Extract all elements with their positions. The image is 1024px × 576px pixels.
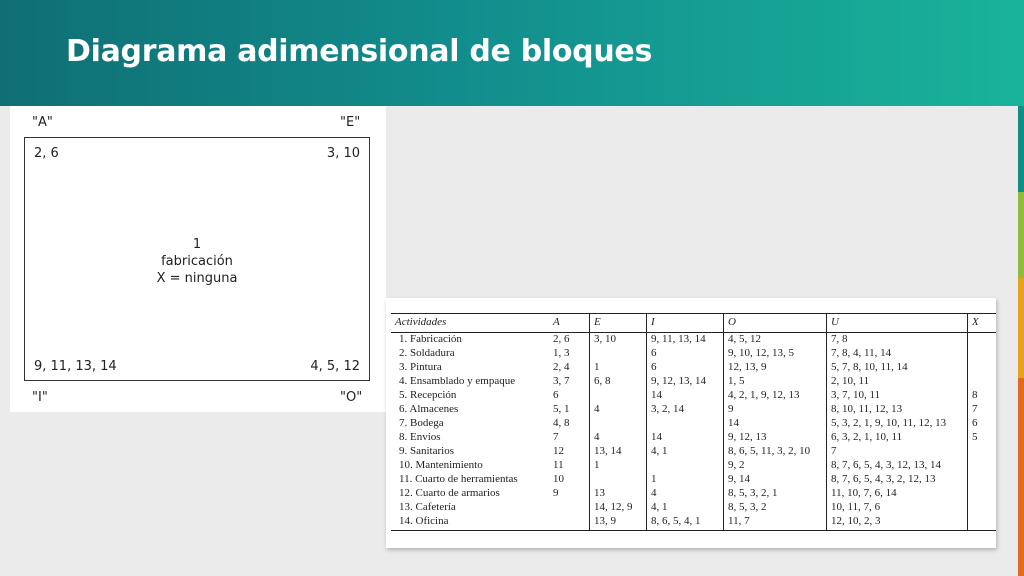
table-cell: 9, 11, 13, 14 (647, 333, 724, 348)
table-cell: 4. Ensamblado y empaque (399, 375, 516, 387)
table-cell: 14 (724, 417, 827, 431)
table-cell (590, 389, 647, 403)
table-cell: 3, 7 (553, 375, 570, 387)
table-cell (968, 473, 997, 487)
table-cell: 4, 2, 1, 9, 12, 13 (724, 389, 827, 403)
table-cell: 9, 12, 13 (724, 431, 827, 445)
table-cell (590, 473, 647, 487)
table-cell: 5. Recepción (399, 389, 457, 401)
block (24, 137, 370, 381)
table-cell: 7. Bodega (399, 417, 444, 429)
table-cell: 8, 6, 5, 11, 3, 2, 10 (724, 445, 827, 459)
table-cell: 2, 4 (553, 361, 570, 373)
table-cell: 8. Envíos (399, 431, 441, 443)
table-cell (968, 333, 997, 348)
table-body (391, 333, 996, 531)
accent-stripe-orange (1018, 378, 1024, 576)
table-cell: 7 (968, 403, 997, 417)
table-cell: 6. Almacenes (399, 403, 459, 415)
block-number: 1 (192, 237, 202, 252)
table-cell: 1 (647, 473, 724, 487)
block-name: fabricación (161, 254, 233, 269)
table-cell: 2. Soldadura (399, 347, 455, 359)
table-cell: 1, 3 (553, 347, 570, 359)
table-cell: 14, 12, 9 (590, 501, 647, 515)
table-cell: 4 (590, 403, 647, 417)
table-cell: 12, 13, 9 (724, 361, 827, 375)
header-e: E (590, 314, 647, 333)
table-header-row (391, 314, 996, 333)
block-diagram (10, 106, 386, 412)
accent-stripe-yellow (1018, 278, 1024, 378)
accent-stripe-teal (1018, 106, 1024, 192)
table-row (391, 445, 996, 459)
table-cell: 7 (553, 431, 559, 443)
table-cell: 5, 3, 2, 1, 9, 10, 11, 12, 13 (827, 417, 968, 431)
table-cell (968, 487, 997, 501)
header-o: O (724, 314, 827, 333)
table-cell: 8, 5, 3, 2, 1 (724, 487, 827, 501)
table-row (391, 459, 996, 473)
table-cell: 8, 5, 3, 2 (724, 501, 827, 515)
table-cell (590, 347, 647, 361)
table-cell: 6 (968, 417, 997, 431)
table-cell: 13. Cafetería (399, 501, 456, 513)
table-cell: 13, 14 (590, 445, 647, 459)
table-cell: 10, 11, 7, 6 (827, 501, 968, 515)
table-cell (968, 501, 997, 515)
table-row (391, 515, 996, 531)
table-cell: 13 (590, 487, 647, 501)
table-cell: 3. Pintura (399, 361, 442, 373)
table-cell (968, 347, 997, 361)
table-cell: 11, 7 (724, 515, 827, 531)
table-cell (647, 459, 724, 473)
header-u: U (827, 314, 968, 333)
table-cell: 10. Mantenimiento (399, 459, 483, 471)
table-cell (968, 361, 997, 375)
table-cell: 4 (590, 431, 647, 445)
table-cell: 6 (553, 389, 559, 401)
block-top-left: 2, 6 (34, 146, 59, 161)
table-row (391, 333, 996, 348)
table-cell (647, 417, 724, 431)
table-cell: 9, 10, 12, 13, 5 (724, 347, 827, 361)
table-cell: 5 (968, 431, 997, 445)
table-cell: 11. Cuarto de herramientas (399, 473, 518, 485)
page-title: Diagrama adimensional de bloques (66, 34, 653, 69)
header-a: A (549, 314, 590, 333)
table-cell: 4, 5, 12 (724, 333, 827, 348)
label-e: "E" (340, 115, 361, 130)
table-cell: 11 (553, 459, 564, 471)
table-row (391, 487, 996, 501)
table-cell (549, 515, 590, 531)
table-cell: 13, 9 (590, 515, 647, 531)
header-i: I (647, 314, 724, 333)
table-cell: 8 (968, 389, 997, 403)
table-cell: 9. Sanitarios (399, 445, 454, 457)
table-row (391, 473, 996, 487)
table-cell: 3, 2, 14 (647, 403, 724, 417)
accent-stripe-green (1018, 192, 1024, 278)
block-center (25, 236, 369, 287)
relationship-table (391, 313, 996, 531)
table-cell: 9, 12, 13, 14 (647, 375, 724, 389)
table-cell: 4, 1 (647, 501, 724, 515)
table-cell (968, 445, 997, 459)
table-cell: 1. Fabricación (399, 333, 462, 345)
table-cell: 1 (590, 361, 647, 375)
table-row (391, 431, 996, 445)
table-cell: 3, 7, 10, 11 (827, 389, 968, 403)
table-cell (968, 515, 997, 531)
table-cell: 9, 14 (724, 473, 827, 487)
table-cell: 9 (724, 403, 827, 417)
table-cell: 8, 6, 5, 4, 1 (647, 515, 724, 531)
table-cell: 9, 2 (724, 459, 827, 473)
table-cell: 4 (647, 487, 724, 501)
table-cell: 1, 5 (724, 375, 827, 389)
header-actividades: Actividades (391, 314, 549, 333)
table-cell: 10 (553, 473, 564, 485)
header-x: X (968, 314, 997, 333)
table-cell: 5, 1 (553, 403, 570, 415)
table-row (391, 417, 996, 431)
table-row (391, 389, 996, 403)
label-i: "I" (32, 390, 48, 405)
table-cell: 4, 1 (647, 445, 724, 459)
table-cell: 4, 8 (553, 417, 570, 429)
table-cell (549, 501, 590, 515)
block-x-relation: X = ninguna (156, 271, 238, 286)
table-cell: 8, 7, 6, 5, 4, 3, 12, 13, 14 (827, 459, 968, 473)
table-cell: 7, 8, 4, 11, 14 (827, 347, 968, 361)
block-top-right: 3, 10 (326, 146, 360, 161)
table-cell: 8, 10, 11, 12, 13 (827, 403, 968, 417)
table-cell: 3, 10 (590, 333, 647, 348)
relationship-table-card (386, 298, 996, 548)
table-cell: 8, 7, 6, 5, 4, 3, 2, 12, 13 (827, 473, 968, 487)
table-row (391, 347, 996, 361)
title-bar (0, 0, 1024, 106)
table-cell: 9 (553, 487, 559, 499)
table-cell: 2, 6 (553, 333, 570, 345)
table-cell: 14. Oficina (391, 515, 549, 531)
table-cell: 1 (590, 459, 647, 473)
table-cell (968, 375, 997, 389)
table-cell: 6, 3, 2, 1, 10, 11 (827, 431, 968, 445)
table-cell: 14 (647, 389, 724, 403)
table-cell: 6 (647, 361, 724, 375)
table-cell: 12, 10, 2, 3 (827, 515, 968, 531)
label-o: "O" (340, 390, 363, 405)
table-cell: 11, 10, 7, 6, 14 (827, 487, 968, 501)
table-cell: 7, 8 (827, 333, 968, 348)
table-cell: 6 (647, 347, 724, 361)
table-cell: 12. Cuarto de armarios (399, 487, 500, 499)
table-row (391, 375, 996, 389)
block-bottom-left: 9, 11, 13, 14 (34, 359, 117, 374)
table-row (391, 501, 996, 515)
table-row (391, 361, 996, 375)
table-cell (590, 417, 647, 431)
table-cell (968, 459, 997, 473)
table-cell: 5, 7, 8, 10, 11, 14 (827, 361, 968, 375)
label-a: "A" (32, 115, 53, 130)
table-cell: 2, 10, 11 (827, 375, 968, 389)
table-cell: 6, 8 (590, 375, 647, 389)
table-row (391, 403, 996, 417)
table-cell: 7 (827, 445, 968, 459)
table-cell: 12 (553, 445, 564, 457)
block-bottom-right: 4, 5, 12 (310, 359, 360, 374)
table-cell: 14 (647, 431, 724, 445)
